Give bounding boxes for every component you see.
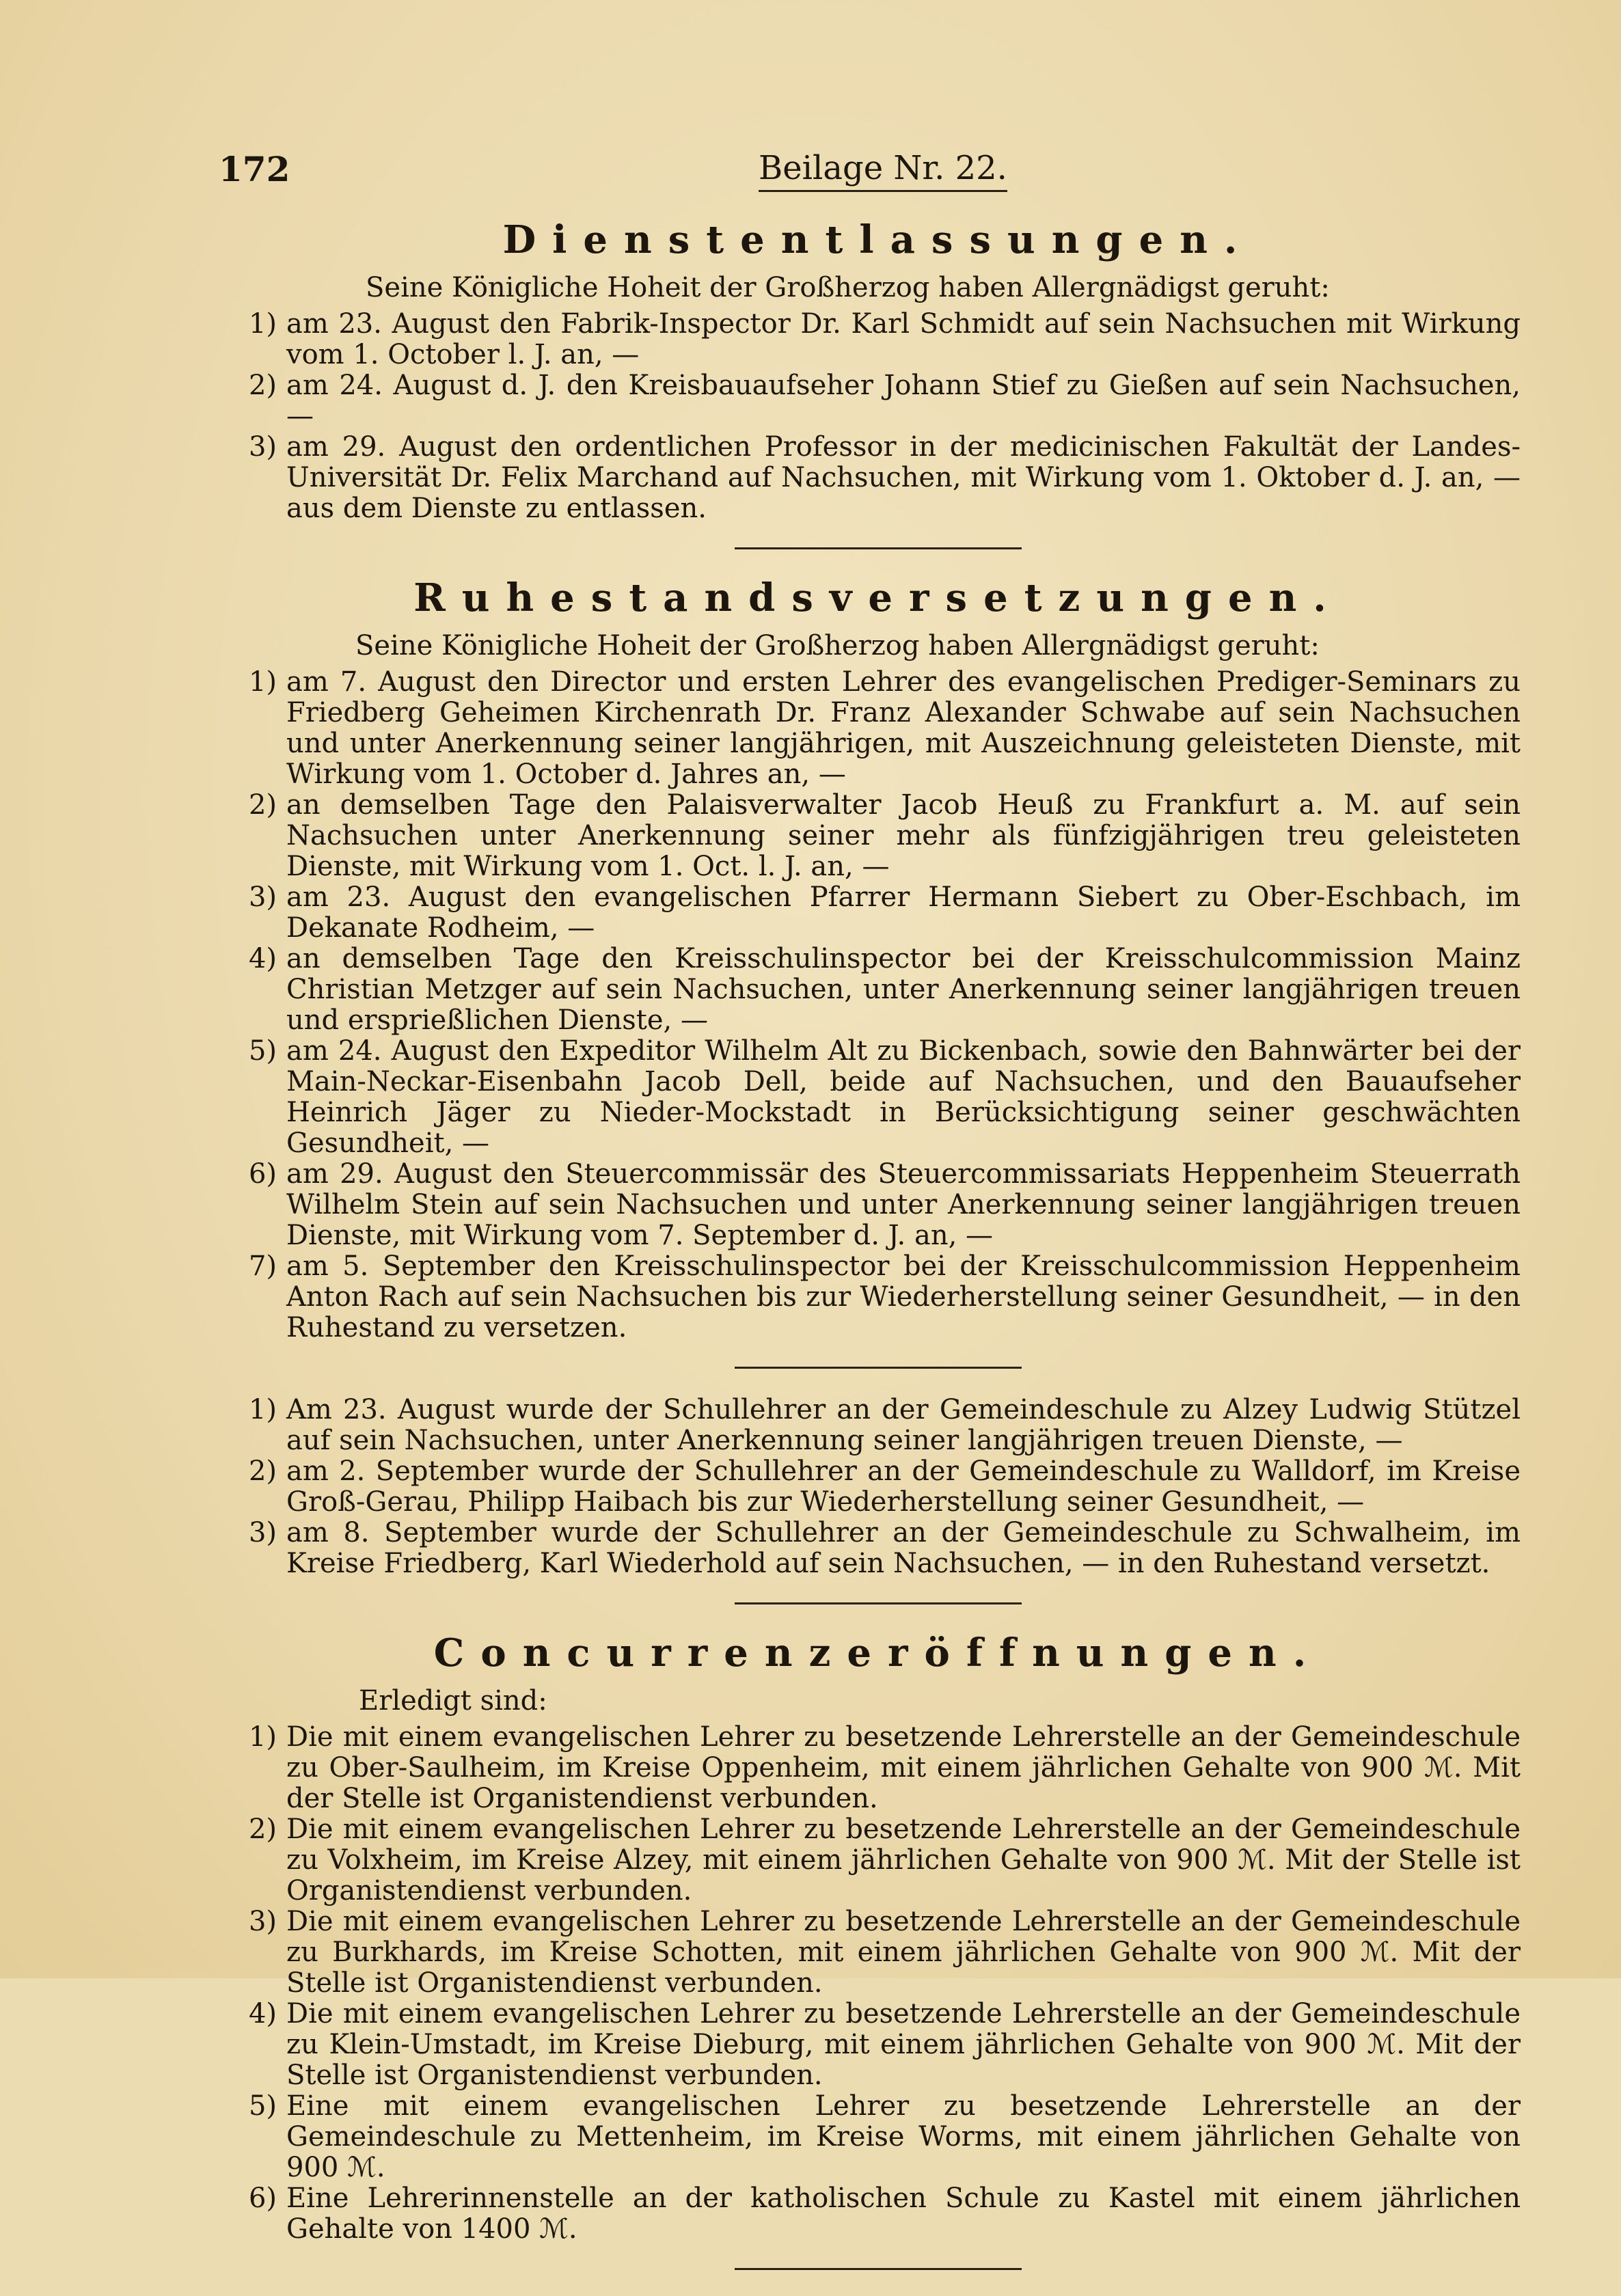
item-number: 3) <box>248 1906 277 1937</box>
page-header <box>219 149 1517 197</box>
section-divider <box>735 1367 1022 1369</box>
section-divider <box>735 547 1022 549</box>
list-item <box>236 1395 1521 1456</box>
list-item <box>236 1518 1521 1579</box>
list-item <box>236 432 1521 524</box>
item-number: 2) <box>248 789 277 821</box>
section-schullehrer-ruhestand <box>236 1395 1521 1579</box>
section-ruhestandsversetzungen <box>236 575 1521 1343</box>
page-content <box>236 217 1521 2296</box>
item-text: am 5. September den Kreisschulinspector bei der Kreisschulcommission Heppenheim Anton Rach auf sein Nachsuchen bis zur Wiederherstellung seiner Gesundheit, — in den Ruhestand zu versetzen. <box>286 1250 1521 1343</box>
item-text: Eine mit einem evangelischen Lehrer zu besetzende Lehrerstelle an der Gemeindeschule zu Mettenheim, im Kreise Worms, mit einem jährlichen Gehalte von 900 ℳ. <box>286 2090 1521 2183</box>
item-number: 5) <box>248 1035 277 1067</box>
list-item <box>236 882 1521 944</box>
item-text: Die mit einem evangelischen Lehrer zu besetzende Lehrerstelle an der Gemeindeschule zu Burkhards, im Kreise Schotten, mit einem jährlichen Gehalte von 900 ℳ. Mit der Stelle ist Organistendienst verbunden. <box>286 1906 1521 1999</box>
list-item <box>236 790 1521 882</box>
section-concurrenzeroeffnungen <box>236 1630 1521 2245</box>
list-item <box>236 1814 1521 1906</box>
item-text: am 7. August den Director und ersten Lehrer des evangelischen Prediger-Seminars zu Friedberg Geheimen Kirchenrath Dr. Franz Alexander Schwabe auf sein Nachsuchen und unter Anerkennung seiner langjährigen, mit Auszeichnung geleisteten Dienste, mit Wirkung vom 1. October d. Jahres an, — <box>286 666 1521 790</box>
item-list <box>236 309 1521 524</box>
item-text: am 29. August den ordentlichen Professor in der medicinischen Fakultät der Landes-Universität Dr. Felix Marchand auf Nachsuchen, mit Wirkung vom 1. Oktober d. J. an, — aus dem Dienste zu entlassen. <box>286 431 1521 524</box>
section-divider <box>735 2268 1022 2270</box>
section-intro: Erledigt sind: <box>359 1685 547 1717</box>
item-number: 3) <box>248 1517 277 1548</box>
item-number: 1) <box>248 666 277 698</box>
running-title: Beilage Nr. 22. <box>759 149 1007 192</box>
list-item <box>236 2183 1521 2245</box>
list-item <box>236 667 1521 790</box>
page-number: 172 <box>219 149 290 189</box>
item-number: 6) <box>248 2183 277 2214</box>
section-dienstentlassungen <box>236 217 1521 524</box>
item-number: 6) <box>248 1158 277 1190</box>
list-item <box>236 2091 1521 2183</box>
list-item <box>236 1251 1521 1343</box>
item-text: Am 23. August wurde der Schullehrer an der Gemeindeschule zu Alzey Ludwig Stützel auf sein Nachsuchen, unter Anerkennung seiner langjährigen treuen Dienste, — <box>286 1394 1521 1456</box>
section-title: Ruhestandsversetzungen. <box>413 575 1343 620</box>
list-item <box>236 1722 1521 1814</box>
item-text: am 8. September wurde der Schullehrer an der Gemeindeschule zu Schwalheim, im Kreise Friedberg, Karl Wiederhold auf sein Nachsuchen, — in den Ruhestand versetzt. <box>286 1517 1521 1579</box>
list-item <box>236 1906 1521 1999</box>
item-text: am 24. August den Expeditor Wilhelm Alt zu Bickenbach, sowie den Bahnwärter bei der Main-Neckar-Eisenbahn Jacob Dell, beide auf Nachsuchen, und den Bauaufseher Heinrich Jäger zu Nieder-Mockstadt in Berücksichtigung seiner geschwächten Gesundheit, — <box>286 1035 1521 1159</box>
item-number: 1) <box>248 308 277 340</box>
item-text: Eine Lehrerinnenstelle an der katholischen Schule zu Kastel mit einem jährlichen Gehalte von 1400 ℳ. <box>286 2183 1521 2245</box>
section-title: Dienstentlassungen. <box>502 217 1254 262</box>
item-number: 4) <box>248 943 277 974</box>
item-text: am 2. September wurde der Schullehrer an der Gemeindeschule zu Walldorf, im Kreise Groß-Gerau, Philipp Haibach bis zur Wiederherstellung seiner Gesundheit, — <box>286 1456 1521 1518</box>
list-item <box>236 944 1521 1036</box>
list-item <box>236 1036 1521 1159</box>
list-item <box>236 1159 1521 1251</box>
item-text: am 23. August den evangelischen Pfarrer Hermann Siebert zu Ober-Eschbach, im Dekanate Rodheim, — <box>286 882 1521 944</box>
list-item <box>236 370 1521 432</box>
item-number: 2) <box>248 370 277 401</box>
item-number: 3) <box>248 431 277 463</box>
section-divider <box>735 1602 1022 1604</box>
item-text: an demselben Tage den Kreisschulinspector bei der Kreisschulcommission Mainz Christian Metzger auf sein Nachsuchen, unter Anerkennung seiner langjährigen treuen und ersprießlichen Dienste, — <box>286 943 1521 1036</box>
section-intro: Seine Königliche Hoheit der Großherzog haben Allergnädigst geruht: <box>366 272 1330 303</box>
list-item <box>236 309 1521 370</box>
item-number: 4) <box>248 1998 277 2030</box>
item-number: 1) <box>248 1394 277 1425</box>
item-number: 5) <box>248 2090 277 2122</box>
item-number: 7) <box>248 1250 277 1282</box>
item-list <box>236 1395 1521 1579</box>
item-text: Die mit einem evangelischen Lehrer zu besetzende Lehrerstelle an der Gemeindeschule zu Ober-Saulheim, im Kreise Oppenheim, mit einem jährlichen Gehalte von 900 ℳ. Mit der Stelle ist Organistendienst verbunden. <box>286 1721 1521 1814</box>
section-intro: Seine Königliche Hoheit der Großherzog haben Allergnädigst geruht: <box>355 630 1320 661</box>
item-number: 2) <box>248 1814 277 1845</box>
item-text: am 29. August den Steuercommissär des Steuercommissariats Heppenheim Steuerrath Wilhelm Stein auf sein Nachsuchen und unter Anerkennung seiner langjährigen treuen Dienste, mit Wirkung vom 7. September d. J. an, — <box>286 1158 1521 1251</box>
item-text: am 23. August den Fabrik-Inspector Dr. Karl Schmidt auf sein Nachsuchen mit Wirkung vom 1. October l. J. an, — <box>286 308 1521 370</box>
item-text: Die mit einem evangelischen Lehrer zu besetzende Lehrerstelle an der Gemeindeschule zu Klein-Umstadt, im Kreise Dieburg, mit einem jährlichen Gehalte von 900 ℳ. Mit der Stelle ist Organistendienst verbunden. <box>286 1998 1521 2091</box>
item-number: 3) <box>248 882 277 913</box>
item-number: 1) <box>248 1721 277 1753</box>
list-item <box>236 1456 1521 1518</box>
item-text: an demselben Tage den Palaisverwalter Jacob Heuß zu Frankfurt a. M. auf sein Nachsuchen unter Anerkennung seiner mehr als fünfzigjährigen treu geleisteten Dienste, mit Wirkung vom 1. Oct. l. J. an, — <box>286 789 1521 882</box>
item-text: Die mit einem evangelischen Lehrer zu besetzende Lehrerstelle an der Gemeindeschule zu Volxheim, im Kreise Alzey, mit einem jährlichen Gehalte von 900 ℳ. Mit der Stelle ist Organistendienst verbunden. <box>286 1814 1521 1906</box>
item-list <box>236 1722 1521 2245</box>
section-title: Concurrenzeröffnungen. <box>433 1630 1323 1676</box>
item-list <box>236 667 1521 1343</box>
item-number: 2) <box>248 1456 277 1487</box>
item-text: am 24. August d. J. den Kreisbauaufseher Johann Stief zu Gießen auf sein Nachsuchen, — <box>286 370 1521 432</box>
list-item <box>236 1999 1521 2091</box>
